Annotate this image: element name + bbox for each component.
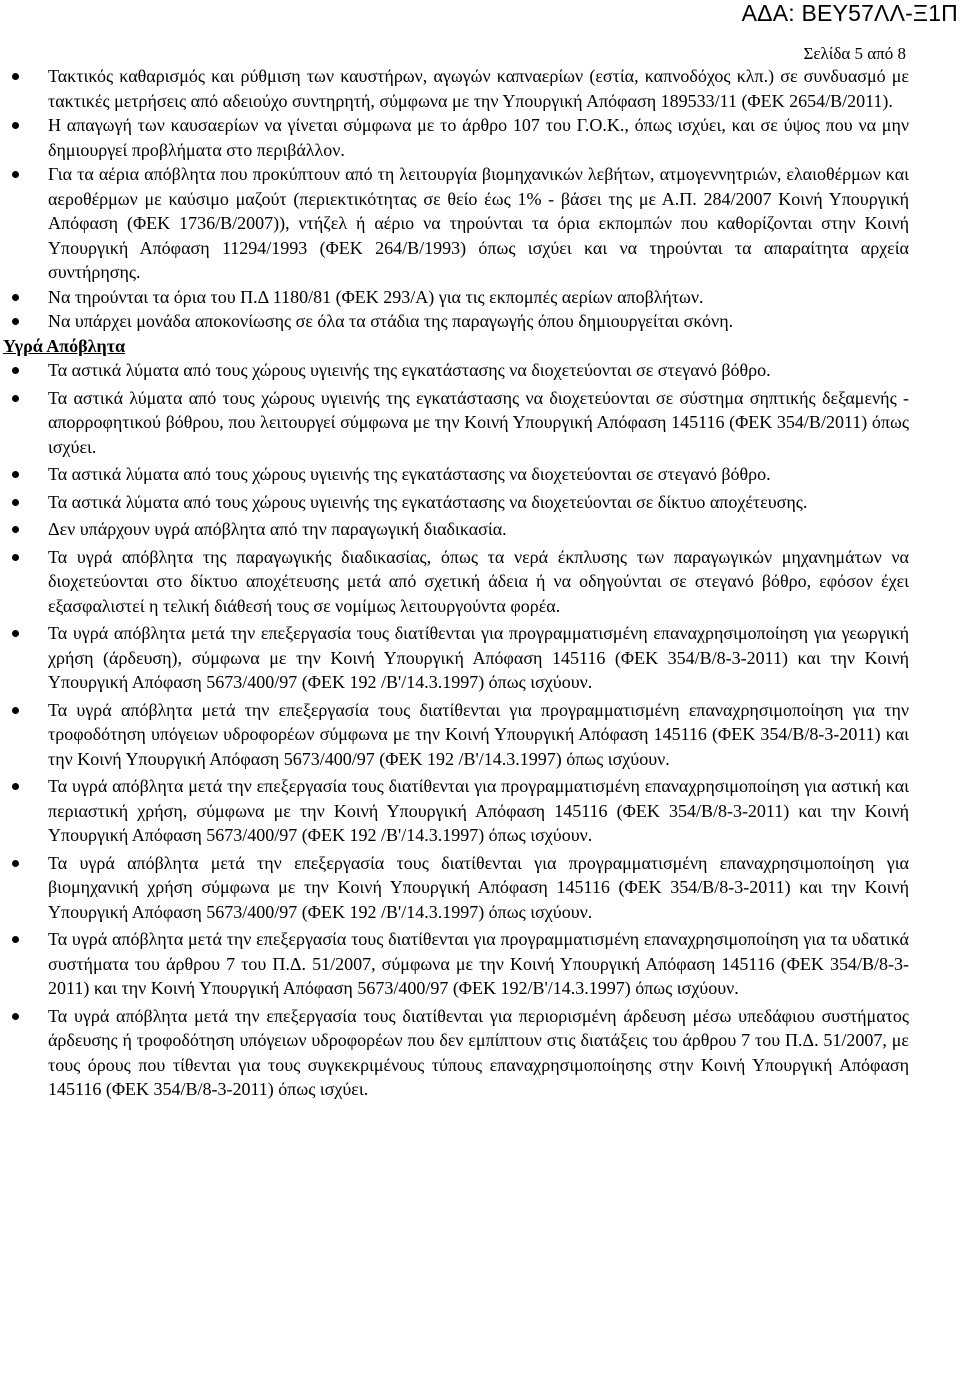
bullet-icon bbox=[12, 318, 19, 325]
list-item bbox=[0, 1004, 909, 1102]
list-item bbox=[0, 490, 909, 515]
section-title-liquid-waste: Υγρά Απόβλητα bbox=[3, 335, 126, 356]
bullet-icon bbox=[12, 395, 19, 402]
bullet-icon bbox=[12, 367, 19, 374]
bullet-icon bbox=[12, 630, 19, 637]
bullet-icon bbox=[12, 707, 19, 714]
list-item-text: Να υπάρχει μονάδα αποκονίωσης σε όλα τα στάδια της παραγωγής όπου δημιουργείται σκόνη. bbox=[48, 311, 734, 331]
air-emissions-list bbox=[0, 64, 909, 334]
bullet-icon bbox=[12, 1013, 19, 1020]
list-item bbox=[0, 698, 909, 772]
list-item bbox=[0, 386, 909, 460]
list-item-text: Για τα αέρια απόβλητα που προκύπτουν από τη λειτουργία βιομηχανικών λεβήτων, ατμογεννητριών, ελαιοθέρμων και αεροθέρμων με καύσιμο μαζούτ (περιεκτικότητας σε θείο έως 1% - βάσει της με Α.Π. 284/2007 Κοινή Υπουργική Απόφαση (ΦΕΚ 1736/Β/2007)), ντήζελ ή αέριο να τηρούνται τα όρια εκπομπών που καθορίζονται στην Κοινή Υπουργική Απόφαση 11294/1993 (ΦΕΚ 264/Β/1993) όπως ισχύει και να τηρούνται τα απαραίτητα αρχεία συντήρησης. bbox=[48, 164, 909, 282]
list-item bbox=[0, 927, 909, 1001]
bullet-icon bbox=[12, 554, 19, 561]
document-body bbox=[0, 64, 909, 1105]
list-item-text: Τα υγρά απόβλητα μετά την επεξεργασία τους διατίθενται για προγραμματισμένη επαναχρησιμοποίηση για τα υδατικά συστήματα του άρθρου 7 του Π.Δ. 51/2007, σύμφωνα με την Κοινή Υπουργική Απόφαση 145116 (ΦΕΚ 354/Β/8-3-2011) και την Κοινή Υπουργική Απόφαση 5673/400/97 (ΦΕΚ 192/Β'/14.3.1997) όπως ισχύουν. bbox=[48, 929, 909, 998]
bullet-icon bbox=[12, 936, 19, 943]
page-number: Σελίδα 5 από 8 bbox=[803, 44, 906, 63]
list-item-text: Η απαγωγή των καυσαερίων να γίνεται σύμφωνα με το άρθρο 107 του Γ.Ο.Κ., όπως ισχύει, και σε ύψος που να μην δημιουργεί προβλήματα στο περιβάλλον. bbox=[48, 115, 909, 160]
bullet-icon bbox=[12, 499, 19, 506]
bullet-icon bbox=[12, 471, 19, 478]
bullet-icon bbox=[12, 860, 19, 867]
list-item-text: Τα υγρά απόβλητα μετά την επεξεργασία τους διατίθενται για προγραμματισμένη επαναχρησιμοποίηση για γεωργική χρήση (άρδευση), σύμφωνα με την Κοινή Υπουργική Απόφαση 145116 (ΦΕΚ 354/Β/8-3-2011) και την Κοινή Υπουργική Απόφαση 5673/400/97 (ΦΕΚ 192 /Β'/14.3.1997) όπως ισχύουν. bbox=[48, 623, 909, 692]
list-item-text: Τα υγρά απόβλητα της παραγωγικής διαδικασίας, όπως τα νερά έκπλυσης των παραγωγικών μηχανημάτων να διοχετεύονται στο δίκτυο αποχέτευσης μετά από σχετική άδεια ή να οδηγούνται σε στεγανό βόθρο, εφόσον έχει εξασφαλιστεί η τελική διάθεσή τους σε νομίμως λειτουργούντα φορέα. bbox=[48, 546, 909, 616]
list-item-text: Δεν υπάρχουν υγρά απόβλητα από την παραγωγική διαδικασία. bbox=[48, 519, 507, 539]
list-item-text: Τα αστικά λύματα από τους χώρους υγιεινής της εγκατάστασης να διοχετεύονται σε δίκτυο αποχέτευσης. bbox=[48, 491, 808, 512]
list-item-text: Τακτικός καθαρισμός και ρύθμιση των καυστήρων, αγωγών καπναερίων (εστία, καπνοδόχος κλπ.) σε συνδυασμό με τακτικές μετρήσεις από αδειούχο συντηρητή, σύμφωνα με την Υπουργική Απόφαση 189533/11 (ΦΕΚ 2654/Β/2011). bbox=[48, 66, 909, 111]
bullet-icon bbox=[12, 122, 19, 129]
list-item bbox=[0, 358, 909, 383]
list-item-text: Τα υγρά απόβλητα μετά την επεξεργασία τους διατίθενται για προγραμματισμένη επαναχρησιμοποίηση για βιομηχανική χρήση σύμφωνα με την Κοινή Υπουργική Απόφαση 145116 (ΦΕΚ 354/Β/8-3-2011) και την Κοινή Υπουργική Απόφαση 5673/400/97 (ΦΕΚ 192 /Β'/14.3.1997) όπως ισχύουν. bbox=[48, 852, 909, 922]
list-item bbox=[0, 462, 909, 487]
ada-code: ΑΔΑ: ΒΕΥ57ΛΛ-Ξ1Π bbox=[741, 0, 958, 26]
list-item bbox=[0, 64, 909, 113]
list-item bbox=[0, 162, 909, 285]
list-item bbox=[0, 113, 909, 162]
list-item bbox=[0, 774, 909, 848]
list-item bbox=[0, 309, 909, 334]
bullet-icon bbox=[12, 73, 19, 80]
list-item bbox=[0, 517, 909, 542]
list-item-text: Τα υγρά απόβλητα μετά την επεξεργασία τους διατίθενται για περιορισμένη άρδευση μέσω υπεδάφιου συστήματος άρδευσης ή τροφοδότηση υπόγειων υδροφορέων που δεν εμπίπτουν στις διατάξεις του άρθρου 7 του Π.Δ. 51/2007, με τους όρους που τίθενται για τους συγκεκριμένους τύπους επαναχρησιμοποίησης στην Κοινή Υπουργική Απόφαση 145116 (ΦΕΚ 354/Β/8-3-2011) όπως ισχύει. bbox=[48, 1005, 909, 1099]
list-item bbox=[0, 545, 909, 619]
list-item bbox=[0, 621, 909, 695]
list-item-text: Τα αστικά λύματα από τους χώρους υγιεινής της εγκατάστασης να διοχετεύονται σε στεγανό βόθρο. bbox=[48, 464, 771, 484]
liquid-waste-list bbox=[0, 358, 909, 1102]
bullet-icon bbox=[12, 171, 19, 178]
list-item-text: Τα υγρά απόβλητα μετά την επεξεργασία τους διατίθενται για προγραμματισμένη επαναχρησιμοποίηση για την τροφοδότηση υπόγειων υδροφορέων σύμφωνα με την Κοινή Υπουργική Απόφαση 145116 (ΦΕΚ 354/Β/8-3-2011) και την Κοινή Υπουργική Απόφαση 5673/400/97 (ΦΕΚ 192 /Β'/14.3.1997) όπως ισχύουν. bbox=[48, 699, 909, 769]
list-item bbox=[0, 285, 909, 310]
list-item-text: Τα αστικά λύματα από τους χώρους υγιεινής της εγκατάστασης να διοχετεύονται σε σύστημα σηπτικής δεξαμενής - απορροφητικού βόθρου, που λειτουργεί σύμφωνα με την Κοινή Υπουργική Απόφαση 145116 (ΦΕΚ 354/Β/2011) όπως ισχύει. bbox=[48, 387, 909, 457]
bullet-icon bbox=[12, 526, 19, 533]
list-item-text: Τα υγρά απόβλητα μετά την επεξεργασία τους διατίθενται για προγραμματισμένη επαναχρησιμοποίηση για αστική και περιαστική χρήση, σύμφωνα με την Κοινή Υπουργική Απόφαση 145116 (ΦΕΚ 354/Β/8-3-2011) και την Κοινή Υπουργική Απόφαση 5673/400/97 (ΦΕΚ 192 /Β'/14.3.1997) όπως ισχύουν. bbox=[48, 776, 909, 845]
bullet-icon bbox=[12, 294, 19, 301]
bullet-icon bbox=[12, 783, 19, 790]
list-item bbox=[0, 851, 909, 925]
list-item-text: Να τηρούνται τα όρια του Π.Δ 1180/81 (ΦΕΚ 293/Α) για τις εκπομπές αερίων αποβλήτων. bbox=[48, 286, 704, 307]
list-item-text: Τα αστικά λύματα από τους χώρους υγιεινής της εγκατάστασης να διοχετεύονται σε στεγανό βόθρο. bbox=[48, 360, 771, 380]
